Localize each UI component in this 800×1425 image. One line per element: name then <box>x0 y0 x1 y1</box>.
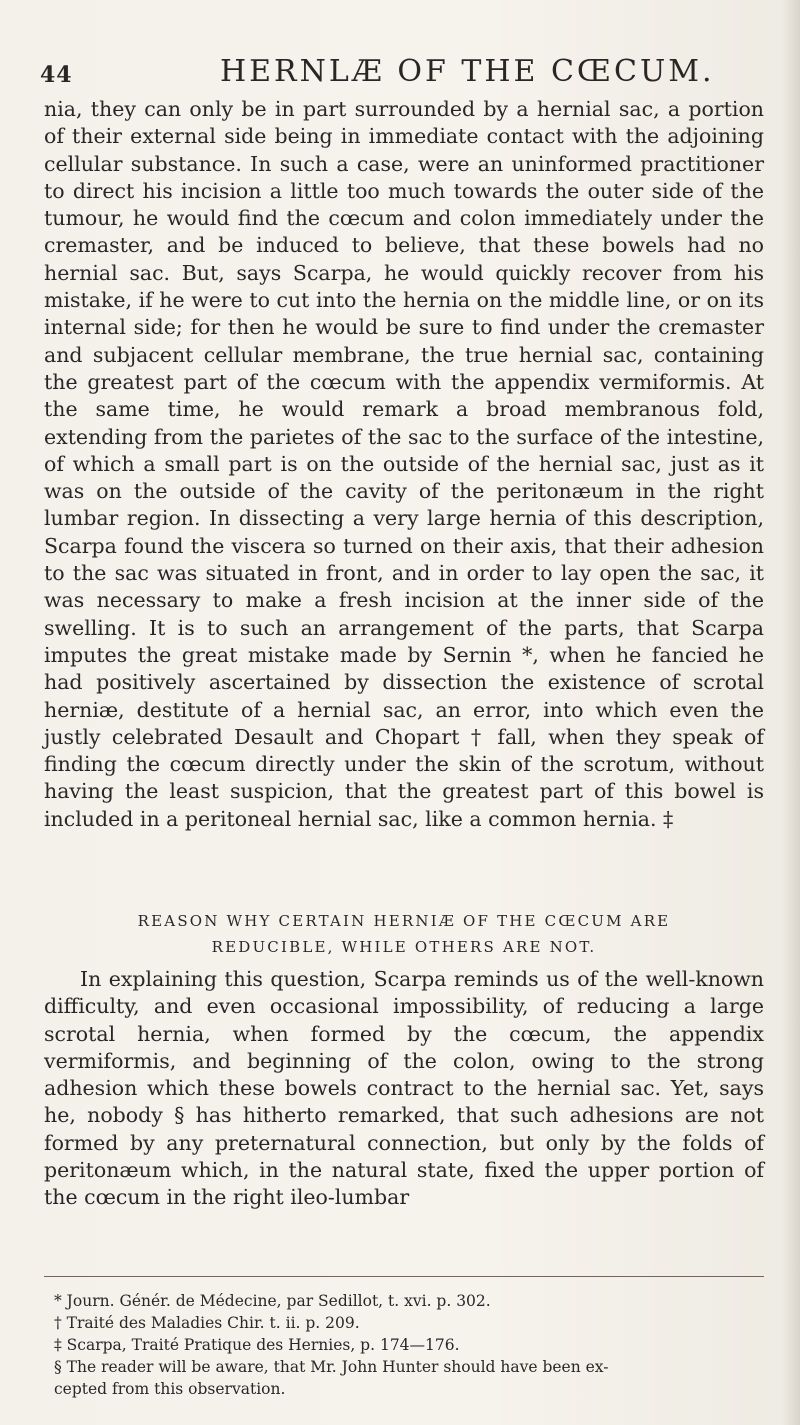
footnote-1: * Journ. Génér. de Médecine, par Sedillot, t. xvi. p. 302. <box>54 1292 491 1310</box>
body-paragraph-2: In explaining this question, Scarpa reminds us of the well-known difficulty, and even occasional impossibility, of reducing a large scrotal hernia, when formed by the cœcum, the appendix vermiformis, and beginning of the colon, owing to the strong adhesion which these bowels contract to the hernial sac. Yet, says he, nobody § has hitherto remarked, that such adhesions are not formed by any preternatural connection, but only by the folds of peritonæum which, in the natural state, fixed the upper portion of the cœcum in the right ileo-lumbar <box>44 967 764 1210</box>
heading-line-2: REDUCIBLE, WHILE OTHERS ARE NOT. <box>211 938 597 956</box>
page-number: 44 <box>40 62 73 88</box>
footnote-4-continuation: cepted from this observation. <box>54 1380 286 1398</box>
page-edge-shadow <box>782 0 800 1425</box>
footnote-rule <box>44 1276 764 1277</box>
running-title: HERNLÆ OF THE CŒCUM. <box>220 54 715 89</box>
footnote-4: § The reader will be aware, that Mr. John Hunter should have been ex- <box>54 1358 609 1376</box>
footnote-2: † Traité des Maladies Chir. t. ii. p. 209. <box>54 1314 360 1332</box>
paragraph-text: nia, they can only be in part surrounded by a hernial sac, a portion of their external side being in immediate contact with the adjoining cellular substance. In such a case, were an uninformed practitioner to direct his incision a little too much towards the outer side of the tumour, he would find the cœcum and colon immediately under the cremaster, and be induced to believe, that these bowels had no hernial sac. But, says Scarpa, he would quickly recover from his mistake, if he were to cut into the hernia on the middle line, or on its internal side; for then he would be sure to find under the cremaster and subjacent cellular membrane, the true hernial sac, containing the greatest part of the cœcum with the appendix vermiformis. At the same time, he would remark a broad membranous fold, extending from the parietes of the sac to the surface of the intestine, of which a small part is on the outside of the hernial sac, just as it was on the outside of the cavity of the peritonæum in the right lumbar region. In dissecting a very large hernia of this description, Scarpa found the viscera so turned on their axis, that their adhesion to the sac was situated in front, and in order to lay open the sac, it was necessary to make a fresh incision at the inner side of the swelling. It is to such an arrangement of the parts, that Scarpa imputes the great mistake made by Sernin *, when he fancied he had positively ascertained by dissection the existence of scrotal herniæ, destitute of a hernial sac, an error, into which even the justly celebrated Desault and Chopart † fall, when they speak of finding the cœcum directly under the skin of the scrotum, without having the least suspicion, that the greatest part of this bowel is included in a peritoneal hernial sac, like a common hernia. ‡ <box>44 97 764 831</box>
heading-line-1: REASON WHY CERTAIN HERNIÆ OF THE CŒCUM ARE <box>137 912 671 930</box>
section-heading <box>44 908 764 960</box>
body-paragraph-1 <box>44 96 764 833</box>
footnote-3: ‡ Scarpa, Traité Pratique des Hernies, p. 174—176. <box>54 1336 460 1354</box>
footnotes <box>54 1290 754 1400</box>
page-header <box>40 54 760 94</box>
